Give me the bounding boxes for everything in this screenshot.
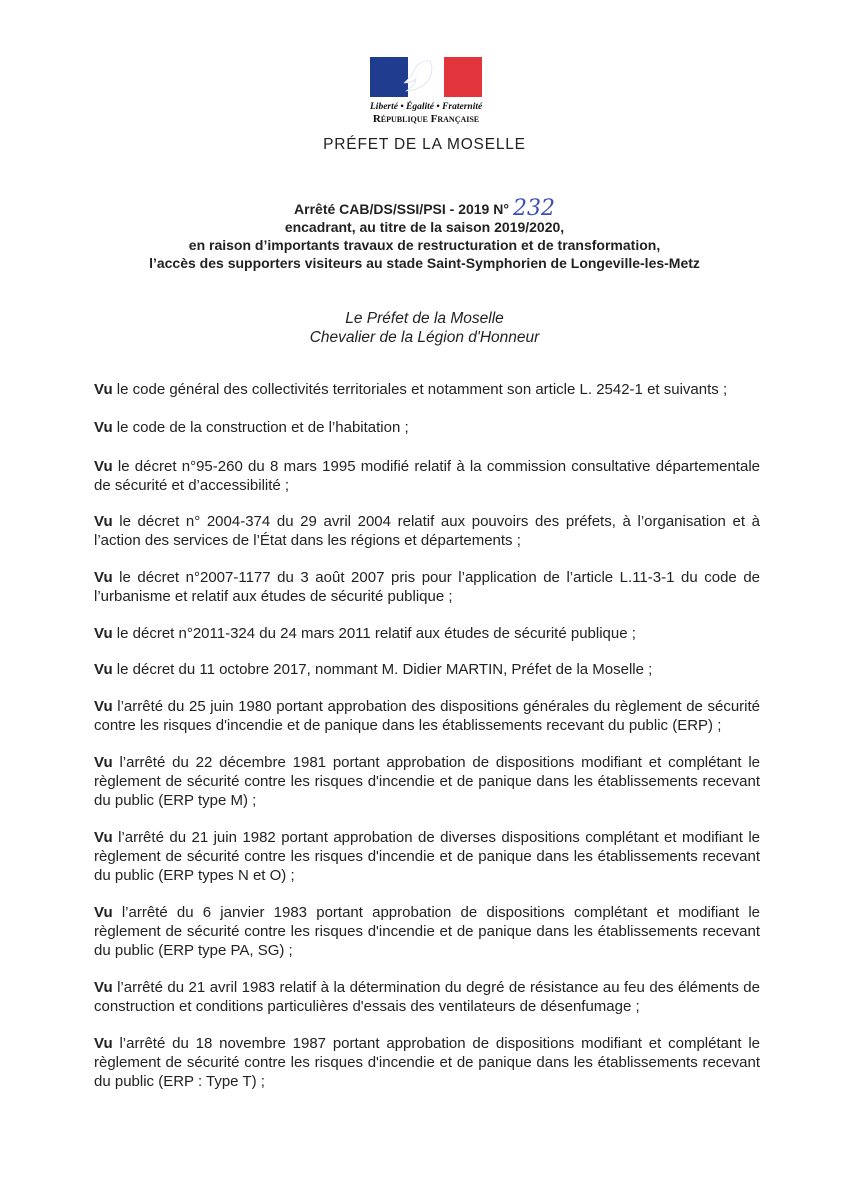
consideration-text: l’arrêté du 22 décembre 1981 portant approbation de dispositions modifiant et complétant le règlement de sécurité contre les risques d'incendie et de panique dans les établissements recevant du public (ERP type M) ;: [94, 754, 760, 809]
tricolor-flag-icon: [370, 57, 482, 97]
vu-label: Vu: [94, 829, 113, 846]
authority-block: [0, 309, 849, 347]
consideration-text: l’arrêté du 18 novembre 1987 portant approbation de dispositions modifiant et complétant le règlement de sécurité contre les risques d'incendie et de panique dans les établissements recevant du public (ERP : Type T) ;: [94, 1035, 760, 1090]
vu-label: Vu: [94, 661, 113, 678]
vu-label: Vu: [94, 698, 113, 715]
decree-reference-line: [60, 196, 789, 221]
consideration-text: l’arrêté du 6 janvier 1983 portant approbation de dispositions complétant et modifiant le règlement de sécurité contre les risques d'incendie et de panique dans les établissements recevant du public (ERP type PA, SG) ;: [94, 904, 760, 959]
marianne-logo: [370, 57, 482, 125]
vu-label: Vu: [94, 625, 113, 642]
consideration-paragraph: [94, 697, 760, 735]
consideration-paragraph: [94, 903, 760, 960]
consideration-paragraph: [94, 624, 760, 643]
consideration-text: le décret n°2011-324 du 24 mars 2011 relatif aux études de sécurité publique ;: [112, 625, 636, 642]
consideration-text: l’arrêté du 21 avril 1983 relatif à la détermination du degré de résistance au feu des éléments de construction et conditions particulières d'essais des ventilateurs de désenfumage ;: [94, 979, 760, 1015]
consideration-paragraph: [94, 418, 760, 437]
consideration-paragraph: [94, 380, 760, 399]
consideration-paragraph: [94, 978, 760, 1016]
consideration-text: le décret n°95-260 du 8 mars 1995 modifié relatif à la commission consultative départementale de sécurité et d’accessibilité ;: [94, 458, 760, 494]
authority-honour: Chevalier de la Légion d'Honneur: [309, 329, 540, 346]
decree-title-line: l’accès des supporters visiteurs au stade Saint-Symphorien de Longeville-les-Metz: [149, 255, 700, 271]
vu-label: Vu: [94, 754, 113, 771]
vu-label: Vu: [94, 904, 113, 921]
consideration-text: le décret du 11 octobre 2017, nommant M. Didier MARTIN, Préfet de la Moselle ;: [112, 661, 653, 678]
vu-label: Vu: [94, 1035, 113, 1052]
consideration-paragraph: [94, 1034, 760, 1091]
consideration-paragraph: [94, 457, 760, 495]
consideration-text: le code général des collectivités territoriales et notamment son article L. 2542-1 et suivants ;: [112, 381, 728, 398]
consideration-text: l’arrêté du 25 juin 1980 portant approbation des dispositions générales du règlement de sécurité contre les risques d'incendie et de panique dans les établissements recevant du public (ERP) ;: [94, 698, 760, 734]
vu-label: Vu: [94, 458, 113, 475]
consideration-text: le décret n°2007-1177 du 3 août 2007 pris pour l’application de l’article L.11-3-1 du code de l’urbanisme et relatif aux études de sécurité publique ;: [94, 569, 760, 605]
decree-title-line: encadrant, au titre de la saison 2019/2020,: [284, 219, 565, 235]
consideration-paragraph: [94, 753, 760, 810]
consideration-text: le code de la construction et de l’habitation ;: [112, 419, 409, 436]
consideration-paragraph: [94, 828, 760, 885]
vu-label: Vu: [94, 419, 113, 436]
vu-label: Vu: [94, 979, 113, 996]
authority-title: Le Préfet de la Moselle: [345, 310, 504, 327]
consideration-paragraph: [94, 512, 760, 550]
marianne-profile-icon: [394, 57, 454, 97]
vu-label: Vu: [94, 569, 113, 586]
republic-name: République Française: [372, 113, 480, 125]
consideration-text: l’arrêté du 21 juin 1982 portant approbation de diverses dispositions complétant et modifiant le règlement de sécurité contre les risques d'incendie et de panique dans les établissements recevant du public (ERP types N et O) ;: [94, 829, 760, 884]
prefecture-heading: PRÉFET DE LA MOSELLE: [323, 136, 526, 153]
considerations-list: [94, 380, 760, 1091]
handwritten-decree-number: 232: [512, 196, 555, 221]
consideration-text: le décret n° 2004-374 du 29 avril 2004 relatif aux pouvoirs des préfets, à l’organisation et à l’action des services de l’État dans les régions et départements ;: [94, 513, 760, 549]
vu-label: Vu: [94, 381, 113, 398]
vu-label: Vu: [94, 513, 113, 530]
republic-motto: Liberté • Égalité • Fraternité: [370, 102, 483, 112]
decree-reference: Arrêté CAB/DS/SSI/PSI - 2019 N°: [294, 201, 509, 217]
consideration-paragraph: [94, 568, 760, 606]
consideration-paragraph: [94, 660, 760, 679]
decree-title: [60, 196, 789, 272]
decree-title-line: en raison d’importants travaux de restructuration et de transformation,: [188, 237, 661, 253]
